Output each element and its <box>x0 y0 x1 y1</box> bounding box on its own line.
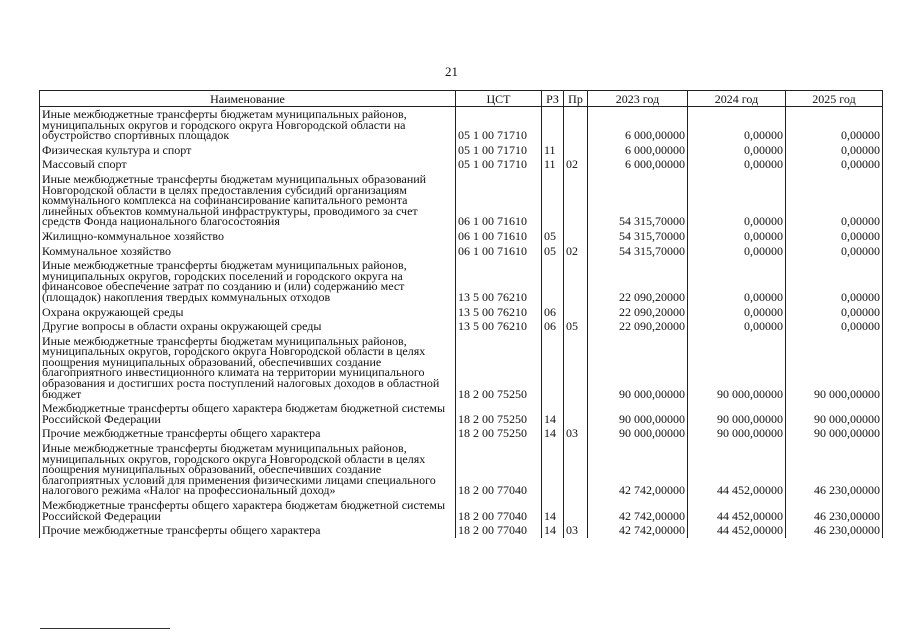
row-rz: 14 <box>542 426 564 441</box>
row-2023: 6 000,00000 <box>588 107 688 143</box>
footnote-divider <box>40 628 170 629</box>
row-2024: 0,00000 <box>688 143 786 158</box>
row-rz: 11 <box>542 157 564 172</box>
row-cst: 13 5 00 76210 <box>456 319 542 334</box>
row-rz: 05 <box>542 229 564 244</box>
row-2023: 6 000,00000 <box>588 157 688 172</box>
row-rz <box>542 441 564 498</box>
table-row <box>40 319 883 334</box>
row-2024: 0,00000 <box>688 305 786 320</box>
row-name: Прочие межбюджетные трансферты общего характера <box>40 426 456 441</box>
row-pr <box>564 441 588 498</box>
row-2023: 90 000,00000 <box>588 401 688 426</box>
row-pr <box>564 229 588 244</box>
row-pr <box>564 258 588 304</box>
row-rz <box>542 334 564 402</box>
row-cst: 18 2 00 75250 <box>456 334 542 402</box>
row-cst: 05 1 00 71710 <box>456 157 542 172</box>
row-cst: 05 1 00 71710 <box>456 143 542 158</box>
row-name: Иные межбюджетные трансферты бюджетам муниципальных районов, муниципальных округов, городских поселений и городского округа на финансовое обеспечение затрат по созданию и (или) содержанию мест (площадок) накопления твердых коммунальных отходов <box>40 258 456 304</box>
row-2025: 90 000,00000 <box>786 426 883 441</box>
row-cst: 18 2 00 75250 <box>456 401 542 426</box>
row-name: Коммунальное хозяйство <box>40 244 456 259</box>
row-name: Иные межбюджетные трансферты бюджетам муниципальных районов, муниципальных округов, городского округа Новгородской области в целях поощрения муниципальных образований, обеспечивших создание благоприятного инвестиционного климата на территории муниципального образования и достигших роста поступлений налоговых доходов в областной бюджет <box>40 334 456 402</box>
row-2025: 0,00000 <box>786 172 883 229</box>
page-number: 21 <box>445 64 458 79</box>
row-name: Иные межбюджетные трансферты бюджетам муниципальных районов, муниципальных округов, городского округа Новгородской области в целях поощрения муниципальных образований, обеспечивших создание благоприятных условий для применения физическими лицами специального налогового режима «Налог на профессиональный доход» <box>40 441 456 498</box>
table-row <box>40 498 883 523</box>
table-row <box>40 305 883 320</box>
row-2024: 90 000,00000 <box>688 334 786 402</box>
column-header-cst: ЦСТ <box>456 91 542 107</box>
row-rz <box>542 107 564 143</box>
column-header-name: Наименование <box>40 91 456 107</box>
row-cst: 18 2 00 77040 <box>456 523 542 538</box>
row-2023: 90 000,00000 <box>588 334 688 402</box>
row-2024: 44 452,00000 <box>688 523 786 538</box>
table-row <box>40 523 883 538</box>
row-2025: 0,00000 <box>786 229 883 244</box>
row-2025: 0,00000 <box>786 319 883 334</box>
row-rz: 11 <box>542 143 564 158</box>
row-2024: 44 452,00000 <box>688 441 786 498</box>
row-rz: 14 <box>542 401 564 426</box>
row-2024: 0,00000 <box>688 229 786 244</box>
table-row <box>40 334 883 402</box>
row-2024: 44 452,00000 <box>688 498 786 523</box>
table-row <box>40 426 883 441</box>
table-row <box>40 441 883 498</box>
row-rz: 06 <box>542 319 564 334</box>
row-cst: 13 5 00 76210 <box>456 305 542 320</box>
row-2025: 46 230,00000 <box>786 498 883 523</box>
row-cst: 13 5 00 76210 <box>456 258 542 304</box>
row-2025: 0,00000 <box>786 258 883 304</box>
row-2024: 0,00000 <box>688 172 786 229</box>
row-name: Жилищно-коммунальное хозяйство <box>40 229 456 244</box>
row-pr <box>564 107 588 143</box>
row-name: Прочие межбюджетные трансферты общего характера <box>40 523 456 538</box>
table-row <box>40 258 883 304</box>
row-2024: 0,00000 <box>688 157 786 172</box>
row-pr <box>564 172 588 229</box>
row-2024: 0,00000 <box>688 107 786 143</box>
row-2024: 0,00000 <box>688 319 786 334</box>
budget-table <box>39 90 883 538</box>
row-2023: 42 742,00000 <box>588 523 688 538</box>
row-2023: 6 000,00000 <box>588 143 688 158</box>
row-2025: 46 230,00000 <box>786 523 883 538</box>
row-rz: 14 <box>542 498 564 523</box>
row-name: Межбюджетные трансферты общего характера бюджетам бюджетной системы Российской Федерации <box>40 401 456 426</box>
row-name: Массовый спорт <box>40 157 456 172</box>
table-row <box>40 157 883 172</box>
row-2024: 0,00000 <box>688 258 786 304</box>
row-2025: 0,00000 <box>786 143 883 158</box>
row-2024: 90 000,00000 <box>688 426 786 441</box>
row-pr: 03 <box>564 426 588 441</box>
row-2025: 0,00000 <box>786 244 883 259</box>
table-row <box>40 107 883 143</box>
row-cst: 18 2 00 77040 <box>456 441 542 498</box>
row-pr <box>564 334 588 402</box>
row-cst: 06 1 00 71610 <box>456 229 542 244</box>
column-header-pr: Пр <box>564 91 588 107</box>
row-name: Иные межбюджетные трансферты бюджетам муниципальных районов, муниципальных округов и городского округа Новгородской области на обустройство спортивных площадок <box>40 107 456 143</box>
row-2025: 0,00000 <box>786 305 883 320</box>
table-row <box>40 244 883 259</box>
row-2023: 54 315,70000 <box>588 172 688 229</box>
row-name: Физическая культура и спорт <box>40 143 456 158</box>
column-header-2025: 2025 год <box>786 91 883 107</box>
row-pr: 02 <box>564 157 588 172</box>
row-2025: 0,00000 <box>786 107 883 143</box>
table-row <box>40 172 883 229</box>
row-rz: 06 <box>542 305 564 320</box>
row-pr <box>564 498 588 523</box>
row-cst: 06 1 00 71610 <box>456 172 542 229</box>
row-pr: 02 <box>564 244 588 259</box>
row-2023: 54 315,70000 <box>588 229 688 244</box>
column-header-2024: 2024 год <box>688 91 786 107</box>
row-2023: 42 742,00000 <box>588 498 688 523</box>
row-2024: 90 000,00000 <box>688 401 786 426</box>
row-cst: 06 1 00 71610 <box>456 244 542 259</box>
row-name: Иные межбюджетные трансферты бюджетам муниципальных образований Новгородской области в целях предоставления субсидий организациям коммунального комплекса на софинансирование капитального ремонта линейных объектов коммунальной инфраструктуры, проводимого за счет средств Фонда национального благосостояния <box>40 172 456 229</box>
row-cst: 18 2 00 75250 <box>456 426 542 441</box>
row-pr <box>564 143 588 158</box>
table-row <box>40 229 883 244</box>
row-2024: 0,00000 <box>688 244 786 259</box>
row-2023: 54 315,70000 <box>588 244 688 259</box>
row-2025: 46 230,00000 <box>786 441 883 498</box>
row-rz: 05 <box>542 244 564 259</box>
row-pr: 03 <box>564 523 588 538</box>
row-rz <box>542 258 564 304</box>
row-cst: 05 1 00 71710 <box>456 107 542 143</box>
table-row <box>40 401 883 426</box>
row-2023: 42 742,00000 <box>588 441 688 498</box>
row-2023: 22 090,20000 <box>588 258 688 304</box>
table-row <box>40 143 883 158</box>
row-pr <box>564 305 588 320</box>
row-pr: 05 <box>564 319 588 334</box>
row-name: Охрана окружающей среды <box>40 305 456 320</box>
column-header-rz: РЗ <box>542 91 564 107</box>
table-header-row <box>40 91 883 107</box>
column-header-2023: 2023 год <box>588 91 688 107</box>
row-name: Межбюджетные трансферты общего характера бюджетам бюджетной системы Российской Федерации <box>40 498 456 523</box>
row-cst: 18 2 00 77040 <box>456 498 542 523</box>
row-2023: 22 090,20000 <box>588 305 688 320</box>
row-2025: 90 000,00000 <box>786 401 883 426</box>
row-pr <box>564 401 588 426</box>
row-rz <box>542 172 564 229</box>
row-2023: 90 000,00000 <box>588 426 688 441</box>
row-rz: 14 <box>542 523 564 538</box>
row-name: Другие вопросы в области охраны окружающей среды <box>40 319 456 334</box>
row-2023: 22 090,20000 <box>588 319 688 334</box>
row-2025: 0,00000 <box>786 157 883 172</box>
row-2025: 90 000,00000 <box>786 334 883 402</box>
